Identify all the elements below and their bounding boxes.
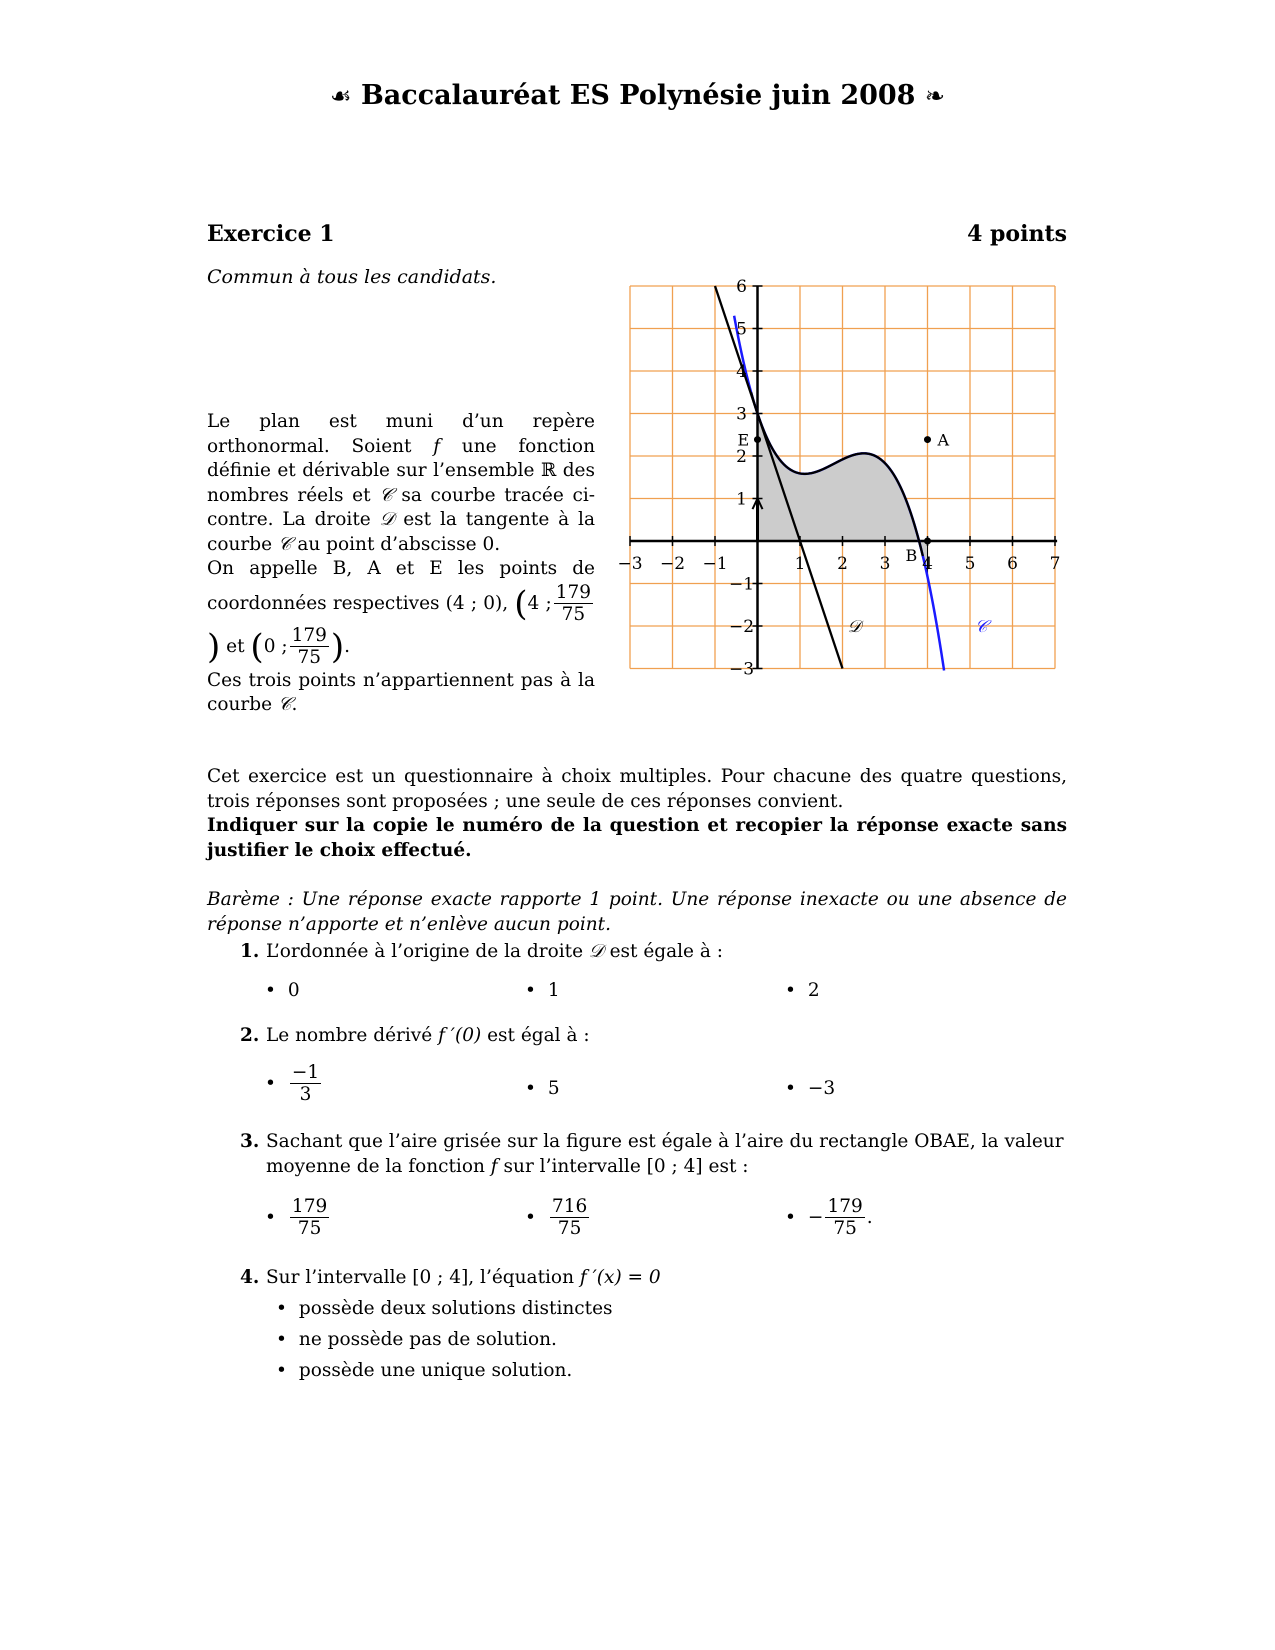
- q1-option-1: [265, 980, 300, 1001]
- bullet: •: [265, 1206, 276, 1228]
- q3-num: 3.: [240, 1131, 260, 1152]
- intro-line1: Le plan est muni d’un repère orthonormal. Soient: [207, 411, 595, 457]
- label-B: B: [905, 546, 918, 565]
- q4-text: [266, 1267, 661, 1288]
- y-tick-label: −3: [728, 659, 755, 680]
- x-tick-label: −1: [702, 554, 728, 574]
- intro-text: [207, 410, 595, 718]
- q3-f2-num: 716: [551, 1196, 588, 1217]
- q2-fp: f ′(0): [438, 1025, 482, 1046]
- q1-text: [266, 941, 723, 962]
- q3-option-3: [785, 1196, 873, 1240]
- q2-opt2: 5: [547, 1078, 560, 1099]
- fraction: [554, 582, 593, 626]
- q1-opt1: 0: [287, 980, 300, 1001]
- function-graph: [617, 277, 1061, 680]
- x-tick-label: 5: [964, 554, 976, 574]
- paren-close-2: ): [330, 626, 345, 667]
- bullet: •: [525, 1206, 536, 1228]
- q1-num: 1.: [240, 941, 260, 962]
- label-A: A: [937, 430, 950, 450]
- bullet: •: [265, 1072, 276, 1094]
- intro-dot-2: .: [291, 694, 298, 716]
- q3-option-1: [265, 1196, 331, 1240]
- mcq-p1: Cet exercice est un questionnaire à choix multiples. Pour chacune des quatre questions, trois réponses sont proposées ; une seule de ces réponses convient.: [207, 766, 1067, 812]
- question-3: [240, 1130, 1067, 1179]
- y-tick-label: 2: [736, 447, 747, 467]
- q3-f2-den: 75: [557, 1218, 582, 1240]
- q4-option-3: [276, 1360, 572, 1381]
- point-A: [924, 436, 931, 443]
- intro-line4: est la tangente à la courbe: [207, 509, 595, 555]
- intro-D: 𝒟: [379, 509, 395, 530]
- intro-C3: 𝒞: [277, 694, 292, 716]
- q2-option-2: [525, 1078, 560, 1099]
- q2-text-b: est égal à :: [481, 1025, 590, 1046]
- title-text: Baccalauréat ES Polynésie juin 2008: [360, 80, 916, 111]
- mcq-p2: Indiquer sur la copie le numéro de la question et recopier la réponse exacte sans justifier le choix effectué.: [207, 815, 1067, 861]
- q3-f1-den: 75: [297, 1218, 322, 1240]
- y-tick-label: −2: [728, 617, 755, 637]
- intro-et: et: [220, 635, 251, 657]
- y-tick-label: 4: [736, 362, 747, 382]
- q2-frac: [290, 1062, 321, 1106]
- q4-text-a: Sur l’intervalle [0 ; 4], l’équation: [266, 1267, 580, 1288]
- q4-opt2: ne possède pas de solution.: [298, 1329, 557, 1350]
- mcq-instructions: [207, 765, 1067, 863]
- frac-num: 179: [555, 581, 591, 603]
- bullet: •: [785, 980, 796, 1001]
- exercise-subtitle: Commun à tous les candidats.: [207, 266, 497, 288]
- intro-line7: Ces trois points n’appartiennent pas à la courbe: [207, 669, 595, 716]
- fraction-2: [290, 625, 329, 669]
- q3-text: [266, 1130, 1067, 1179]
- q2-frac-num: −1: [291, 1062, 320, 1083]
- q1-text-b: est égale à :: [603, 941, 724, 962]
- q3-f3-num: 179: [827, 1196, 863, 1217]
- q2-text-a: Le nombre dérivé: [266, 1025, 439, 1046]
- intro-pA: 4 ;: [527, 592, 552, 614]
- q3-f3-den: 75: [833, 1218, 857, 1240]
- y-tick-label: 1: [736, 489, 747, 510]
- paren-open-2: (: [250, 626, 264, 667]
- page-title: [0, 80, 1275, 111]
- q3-option-2: [525, 1196, 591, 1240]
- intro-line5: au point d’abscisse 0.: [291, 533, 501, 555]
- frac-num-2: 179: [291, 625, 327, 647]
- x-tick-label: 7: [1049, 554, 1061, 574]
- q4-num: 4.: [240, 1267, 260, 1288]
- label-curve-C: 𝒞: [975, 617, 988, 637]
- bullet: •: [276, 1298, 287, 1319]
- q1-opt2: 1: [547, 980, 560, 1001]
- q3-o3-sign: −: [807, 1206, 824, 1228]
- q3-frac3: [825, 1196, 864, 1240]
- intro-f: f: [433, 435, 441, 457]
- q1-D: 𝒟: [588, 941, 604, 962]
- q3-frac2: [550, 1196, 589, 1240]
- intro-line3: sa courbe tracée ci-contre. La droite: [207, 484, 595, 530]
- y-tick-label: −1: [728, 574, 755, 595]
- exercise-title: Exercice 1: [207, 221, 335, 247]
- intro-pE: 0 ;: [263, 635, 288, 657]
- intro-paragraph: [207, 410, 595, 557]
- exercise-header: [207, 221, 1067, 247]
- ornament-left-icon: ☙: [330, 82, 352, 110]
- q3-text-a: Sachant que l’aire grisée sur la figure est égale à l’aire du rectangle OBAE, la valeur moyenne de la fonction: [266, 1131, 1064, 1177]
- x-tick-label: 6: [1007, 554, 1018, 574]
- y-tick-label: 5: [736, 319, 747, 340]
- q4-opt3: possède une unique solution.: [298, 1360, 573, 1381]
- label-E: E: [737, 430, 750, 450]
- x-tick-label: −3: [617, 554, 643, 574]
- y-tick-label: 3: [736, 404, 747, 425]
- q3-frac1: [290, 1196, 329, 1240]
- paren-open: (: [514, 583, 528, 624]
- intro-paragraph-3: [207, 669, 595, 718]
- q2-frac-den: 3: [299, 1084, 312, 1106]
- q4-opt1: possède deux solutions distinctes: [298, 1298, 613, 1319]
- q2-text: [266, 1025, 590, 1046]
- intro-dot: .: [344, 635, 351, 657]
- q3-text-b: sur l’intervalle [0 ; 4] est :: [497, 1155, 749, 1177]
- question-4: [240, 1266, 1067, 1291]
- point-E: [754, 436, 761, 443]
- q1-text-a: L’ordonnée à l’origine de la droite: [266, 941, 589, 962]
- q1-option-3: [785, 980, 820, 1001]
- q3-f: f: [490, 1155, 498, 1177]
- x-tick-label: −2: [659, 554, 686, 574]
- intro-line6: On appelle B, A et E les points de coordonnées respectives (4 ; 0),: [207, 558, 595, 614]
- q4-option-2: [276, 1329, 557, 1350]
- bareme: Barème : Une réponse exacte rapporte 1 point. Une réponse inexacte ou une absence de réponse n’apporte et n’enlève aucun point.: [207, 889, 1067, 935]
- x-tick-label: 1: [794, 554, 806, 574]
- q4-option-1: [276, 1298, 613, 1319]
- intro-C2: 𝒞: [277, 533, 292, 555]
- question-2: [240, 1024, 1067, 1049]
- bullet: •: [265, 980, 276, 1001]
- intro-line2: une fonction définie et dérivable sur l’ensemble ℝ des nombres réels et: [207, 435, 595, 506]
- frac-den-2: 75: [297, 647, 321, 669]
- point-B: [924, 538, 931, 545]
- q2-option-1: [265, 1062, 323, 1106]
- q1-option-2: [525, 980, 560, 1001]
- intro-paragraph-2: [207, 557, 595, 669]
- paren-close: ): [207, 626, 221, 667]
- ornament-right-icon: ❧: [924, 82, 945, 110]
- bullet: •: [785, 1078, 796, 1099]
- bullet: •: [276, 1360, 287, 1381]
- exercise-points: 4 points: [967, 221, 1067, 247]
- bullet: •: [525, 980, 536, 1001]
- q4-eq: f ′(x) = 0: [579, 1267, 661, 1288]
- y-tick-label: 6: [736, 277, 747, 297]
- q2-num: 2.: [240, 1025, 260, 1046]
- q2-opt3: −3: [807, 1078, 836, 1099]
- q1-opt3: 2: [807, 980, 820, 1001]
- bullet: •: [525, 1078, 536, 1099]
- x-tick-label: 2: [837, 554, 848, 574]
- x-tick-label: 3: [879, 554, 891, 574]
- q2-option-3: [785, 1078, 835, 1099]
- intro-C: 𝒞: [379, 484, 393, 506]
- q3-f1-num: 179: [291, 1196, 328, 1217]
- question-1: [240, 940, 1067, 965]
- frac-den: 75: [561, 603, 586, 625]
- label-line-D: 𝒟: [847, 617, 862, 637]
- bullet: •: [785, 1206, 796, 1228]
- bullet: •: [276, 1329, 287, 1350]
- x-tick-label: 4: [922, 554, 933, 574]
- q3-o3-end: .: [866, 1206, 873, 1228]
